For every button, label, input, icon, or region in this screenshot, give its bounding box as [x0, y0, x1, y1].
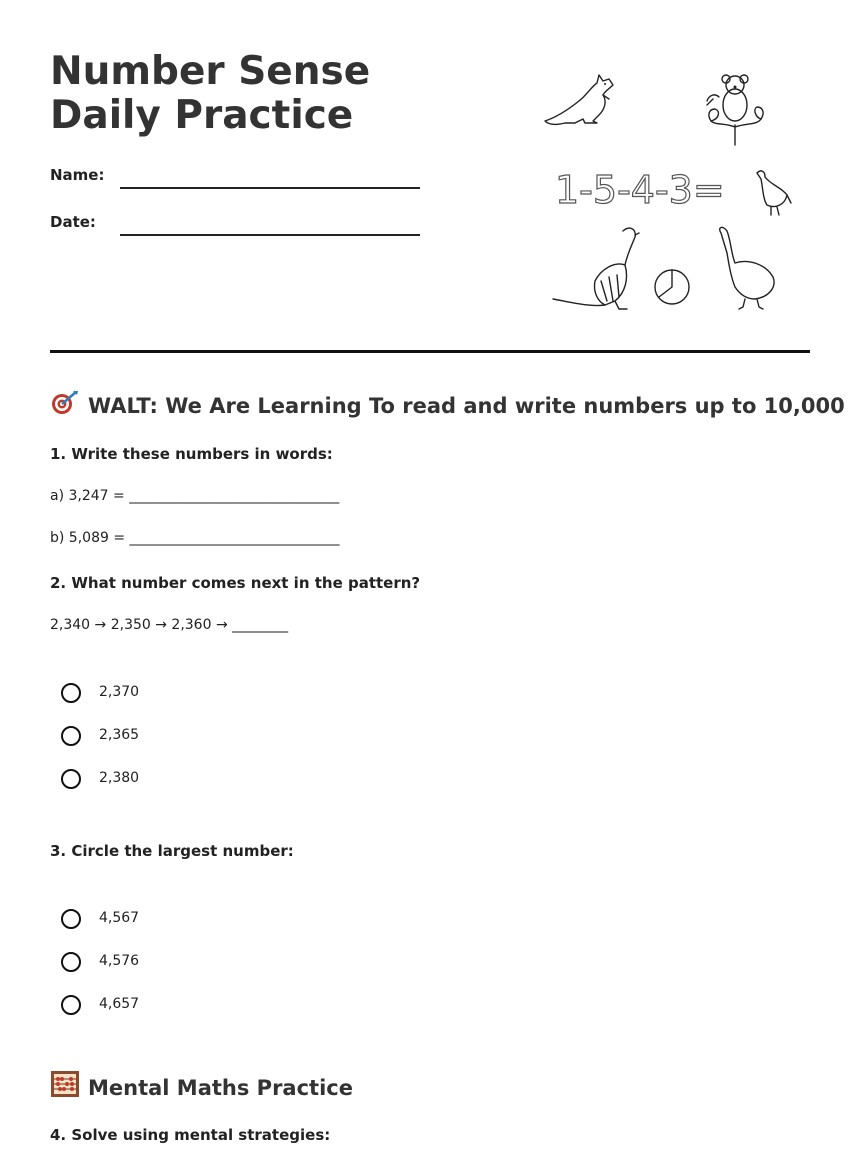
q3-option-1-label: 4,567 — [99, 910, 140, 926]
question-1a: a) 3,247 = ______________________________ — [50, 488, 340, 504]
question-4-prompt: 4. Solve using mental strategies: — [50, 1126, 331, 1144]
name-field[interactable] — [120, 187, 420, 189]
q2-option-1-label: 2,370 — [99, 684, 140, 700]
q3-option-2-radio[interactable] — [61, 952, 81, 972]
name-label: Name: — [50, 166, 105, 184]
mental-maths-heading — [50, 1072, 353, 1106]
q2-option-2-radio[interactable] — [61, 726, 81, 746]
question-1b: b) 5,089 = ______________________________ — [50, 530, 340, 546]
kangaroo-icon — [545, 75, 613, 124]
question-2-sequence: 2,340 → 2,350 → 2,360 → ________ — [50, 617, 289, 633]
equation-digits: 1-5-4-3= — [555, 168, 725, 212]
walt-heading — [50, 391, 845, 423]
koala-icon — [707, 75, 763, 145]
emu-chick-icon — [757, 171, 791, 215]
q2-option-1-radio[interactable] — [61, 683, 81, 703]
q2-option-3-radio[interactable] — [61, 769, 81, 789]
date-field[interactable] — [120, 234, 420, 236]
section-divider — [50, 350, 810, 353]
target-icon — [50, 389, 80, 421]
fraction-circle-icon — [655, 270, 689, 304]
question-2-prompt: 2. What number comes next in the pattern? — [50, 574, 421, 592]
q3-option-3-label: 4,657 — [99, 996, 140, 1012]
question-1-prompt: 1. Write these numbers in words: — [50, 445, 333, 463]
q3-option-1-radio[interactable] — [61, 909, 81, 929]
australian-animals-clipart — [535, 65, 805, 315]
date-label: Date: — [50, 213, 96, 231]
mental-maths-heading-text: Mental Maths Practice — [88, 1076, 353, 1100]
emu-icon — [720, 227, 774, 309]
page-title: Number Sense Daily Practice — [50, 49, 371, 138]
q3-option-3-radio[interactable] — [61, 995, 81, 1015]
q3-option-2-label: 4,576 — [99, 953, 140, 969]
q2-option-3-label: 2,380 — [99, 770, 140, 786]
question-3-prompt: 3. Circle the largest number: — [50, 842, 294, 860]
emu-kangaroo-icon — [553, 228, 639, 309]
walt-heading-text: WALT: We Are Learning To read and write numbers up to 10,000 — [88, 394, 845, 418]
abacus-icon — [50, 1070, 80, 1104]
q2-option-2-label: 2,365 — [99, 727, 140, 743]
